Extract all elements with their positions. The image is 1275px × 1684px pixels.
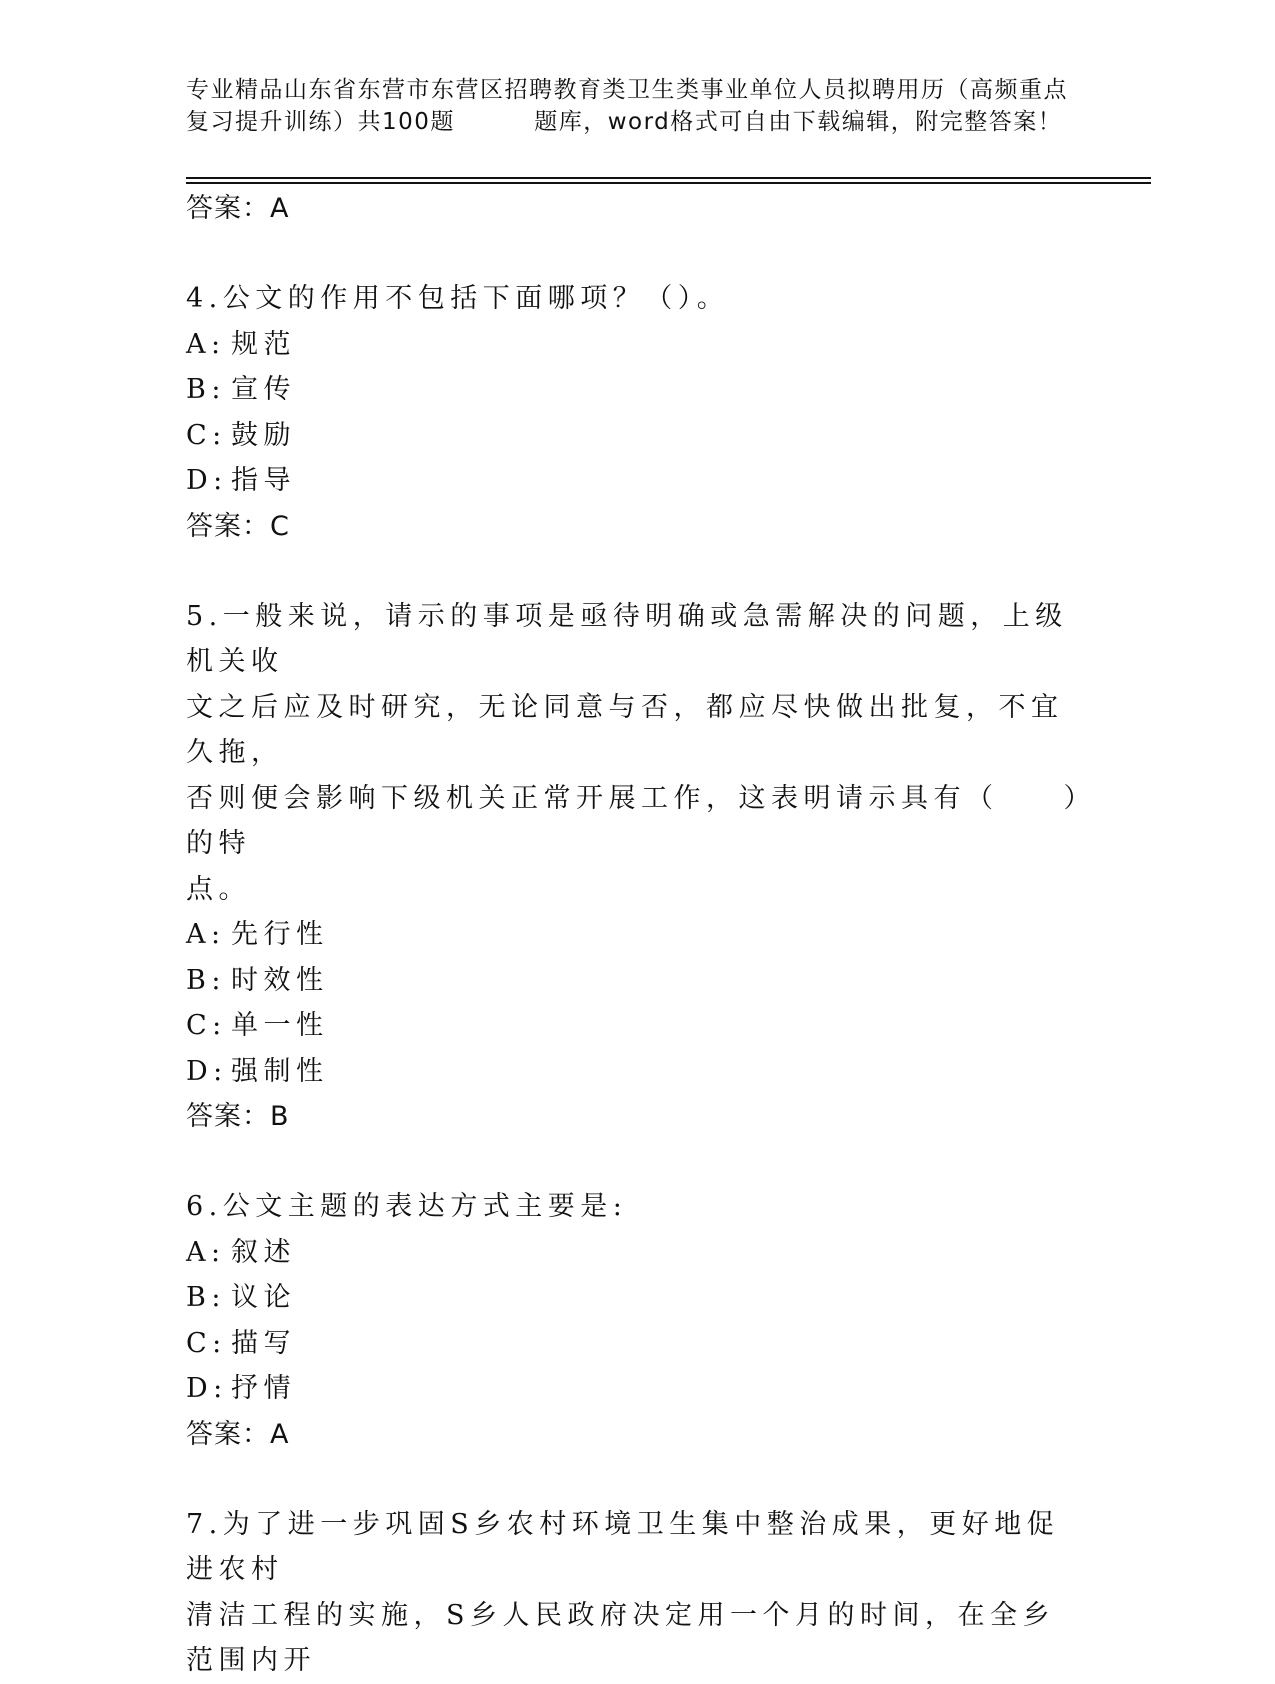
answer-q5: 答案：B: [186, 1101, 290, 1132]
option-label: A:: [186, 328, 226, 360]
option-label: C:: [186, 1010, 227, 1041]
question-7: [186, 1502, 1086, 1684]
spacer: [186, 231, 1086, 276]
option-label: D:: [186, 1373, 228, 1404]
option-text: 强制性: [231, 1055, 329, 1087]
question-stem-line: 否则便会影响下级机关正常开展工作，这表明请示具有（ ）的特: [186, 782, 1083, 859]
option-label: C:: [186, 419, 227, 451]
option-text: 鼓励: [231, 419, 296, 451]
option-text: 单一性: [231, 1010, 329, 1041]
question-stem-line: 文之后应及时研究，无论同意与否，都应尽快做出批复，不宜久拖，: [186, 691, 1064, 768]
option-text: 指导: [231, 465, 296, 496]
option-a: [186, 322, 1086, 368]
question-stem-line: 点。: [186, 873, 251, 905]
option-text: 抒情: [231, 1373, 296, 1404]
document-body: [186, 186, 1086, 1684]
option-label: B:: [186, 1282, 226, 1313]
option-label: A:: [186, 1236, 226, 1268]
question-4: [186, 276, 1086, 549]
option-text: 先行性: [231, 919, 329, 950]
spacer: [186, 1457, 1086, 1502]
option-text: 议论: [231, 1282, 296, 1313]
option-b: [186, 958, 1086, 1004]
option-label: A:: [186, 919, 226, 950]
header-line-1: 专业精品山东省东营市东营区招聘教育类卫生类事业单位人员拟聘用历（高频重点: [186, 77, 1068, 103]
option-label: D:: [186, 1055, 228, 1087]
question-5: [186, 594, 1086, 1140]
option-d: [186, 1366, 1086, 1412]
option-text: 规范: [231, 328, 296, 360]
question-stem-line: 7.为了进一步巩固S乡农村环境卫生集中整治成果，更好地促进农村: [186, 1508, 1060, 1585]
option-label: D:: [186, 465, 228, 496]
page-header: [186, 74, 1086, 138]
question-6: [186, 1184, 1086, 1457]
header-line-2: 复习提升训练）共100题 题库，word格式可自由下载编辑，附完整答案！: [186, 109, 1063, 135]
option-c: [186, 1003, 1086, 1049]
option-a: [186, 1230, 1086, 1276]
option-d: [186, 1049, 1086, 1095]
option-d: [186, 458, 1086, 504]
question-stem: 6.公文主题的表达方式主要是:: [186, 1191, 628, 1222]
option-label: B:: [186, 374, 226, 405]
option-text: 宣传: [231, 374, 296, 405]
answer-q4: 答案：C: [186, 510, 290, 542]
option-b: [186, 1275, 1086, 1321]
question-stem: 4.公文的作用不包括下面哪项？（）。: [186, 283, 730, 314]
question-stem-line: 5.一般来说，请示的事项是亟待明确或急需解决的问题，上级机关收: [186, 600, 1068, 677]
spacer: [186, 549, 1086, 594]
answer-q3: 答案：A: [186, 193, 290, 224]
option-c: [186, 413, 1086, 459]
option-a: [186, 912, 1086, 958]
option-text: 描写: [231, 1327, 296, 1359]
option-b: [186, 367, 1086, 413]
option-label: B:: [186, 964, 226, 996]
option-text: 时效性: [231, 964, 329, 996]
question-stem-line: 清洁工程的实施，S乡人民政府决定用一个月的时间，在全乡范围内开: [186, 1599, 1055, 1676]
header-rule-bottom: [186, 182, 1151, 184]
header-rule-top: [186, 177, 1151, 179]
option-c: [186, 1321, 1086, 1367]
answer-q6: 答案：A: [186, 1418, 290, 1450]
spacer: [186, 1139, 1086, 1184]
option-label: C:: [186, 1327, 227, 1359]
option-text: 叙述: [231, 1236, 296, 1268]
